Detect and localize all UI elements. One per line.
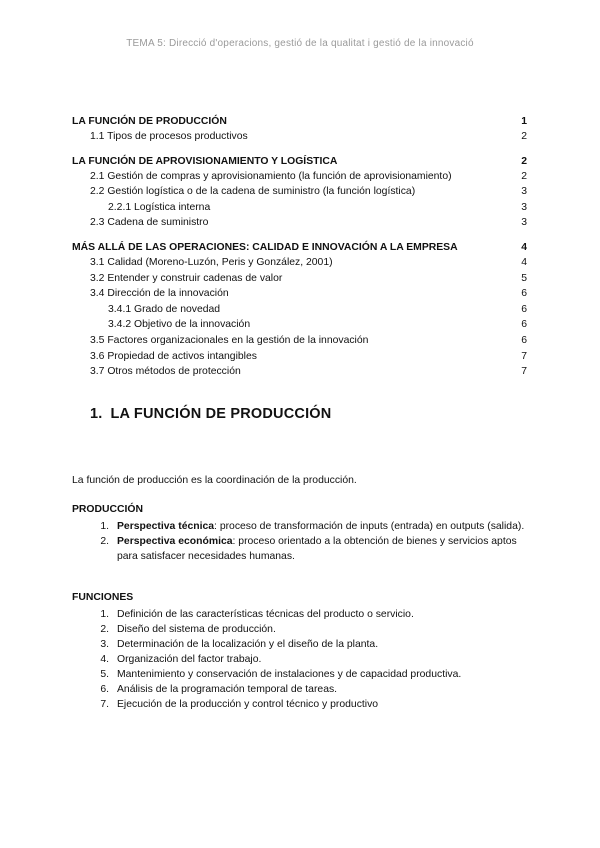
list-item-text: Mantenimiento y conservación de instalaciones y de capacidad productiva. bbox=[117, 669, 462, 680]
list-item bbox=[72, 622, 532, 637]
toc-entry[interactable] bbox=[72, 217, 527, 233]
toc-entry-page: 3 bbox=[521, 217, 527, 229]
toc-entry[interactable] bbox=[72, 319, 527, 335]
list-item-text: Diseño del sistema de producción. bbox=[117, 624, 276, 635]
toc-entry-page: 4 bbox=[521, 241, 527, 253]
toc-entry-page: 6 bbox=[521, 334, 527, 346]
toc-entry-label: 2.1 Gestión de compras y aprovisionamiento (la función de aprovisionamiento) bbox=[90, 170, 452, 182]
list-number: 6. bbox=[100, 684, 109, 695]
toc-entry-label: LA FUNCIÓN DE APROVISIONAMIENTO Y LOGÍSTICA bbox=[72, 155, 338, 167]
list-item bbox=[72, 667, 532, 682]
list-item-text: Determinación de la localización y el diseño de la planta. bbox=[117, 639, 379, 650]
section-heading bbox=[90, 406, 331, 422]
section-title: LA FUNCIÓN DE PRODUCCIÓN bbox=[110, 406, 332, 422]
list-item-text: Definición de las características técnicas del producto o servicio. bbox=[117, 609, 414, 620]
list-item-text: Ejecución de la producción y control técnico y productivo bbox=[117, 699, 379, 710]
toc-entry-page: 7 bbox=[521, 366, 527, 378]
toc-entry-page: 6 bbox=[521, 303, 527, 315]
toc-entry-page: 7 bbox=[521, 350, 527, 362]
toc-entry-page: 1 bbox=[521, 116, 527, 127]
toc-entry[interactable] bbox=[72, 131, 527, 147]
table-of-contents bbox=[72, 116, 527, 382]
toc-entry-label: 2.2.1 Logística interna bbox=[108, 201, 211, 213]
toc-entry-page: 2 bbox=[521, 170, 527, 182]
toc-entry-page: 5 bbox=[521, 272, 527, 284]
toc-entry-label: 3.2 Entender y construir cadenas de valor bbox=[90, 272, 283, 284]
list-item-term: Perspectiva económica bbox=[117, 536, 233, 547]
list-item bbox=[72, 637, 532, 652]
list-item bbox=[72, 697, 532, 712]
list-number: 1. bbox=[100, 609, 109, 620]
list-number: 1. bbox=[100, 521, 109, 532]
toc-entry-label: 3.4 Dirección de la innovación bbox=[90, 288, 229, 300]
toc-entry[interactable] bbox=[72, 366, 527, 382]
list-item bbox=[72, 519, 532, 534]
produccion-title: PRODUCCIÓN bbox=[72, 504, 144, 515]
list-item-text: : proceso orientado a la obtención de bienes y servicios aptos para satisfacer necesidades humanas. bbox=[117, 536, 517, 562]
toc-entry-page: 2 bbox=[521, 155, 527, 167]
toc-entry[interactable] bbox=[72, 257, 527, 273]
toc-entry-label: 2.2 Gestión logística o de la cadena de suministro (la función logística) bbox=[90, 186, 416, 198]
toc-entry[interactable] bbox=[72, 242, 527, 257]
toc-entry[interactable] bbox=[72, 273, 527, 289]
funciones-block bbox=[72, 592, 532, 712]
toc-entry[interactable] bbox=[72, 335, 527, 351]
toc-entry-label: LA FUNCIÓN DE PRODUCCIÓN bbox=[72, 116, 227, 127]
toc-entry-page: 4 bbox=[521, 256, 527, 268]
funciones-list bbox=[72, 607, 532, 712]
section-intro: La función de producción es la coordinación de la producción. bbox=[72, 475, 357, 486]
toc-entry[interactable] bbox=[72, 116, 527, 131]
toc-entry-page: 3 bbox=[521, 186, 527, 198]
section-number: 1. bbox=[90, 406, 103, 422]
list-item-text: Análisis de la programación temporal de tareas. bbox=[117, 684, 338, 695]
list-item-text: Organización del factor trabajo. bbox=[117, 654, 262, 665]
toc-entry[interactable] bbox=[72, 171, 527, 187]
list-item bbox=[72, 652, 532, 667]
toc-entry[interactable] bbox=[72, 186, 527, 202]
list-number: 5. bbox=[100, 669, 109, 680]
toc-entry-label: 2.3 Cadena de suministro bbox=[90, 217, 209, 229]
list-item bbox=[72, 607, 532, 622]
toc-entry[interactable] bbox=[72, 202, 527, 218]
toc-entry-page: 6 bbox=[521, 288, 527, 300]
list-item-term: Perspectiva técnica bbox=[117, 521, 215, 532]
list-number: 4. bbox=[100, 654, 109, 665]
list-number: 3. bbox=[100, 639, 109, 650]
list-item bbox=[72, 682, 532, 697]
toc-entry-page: 3 bbox=[521, 201, 527, 213]
funciones-title: FUNCIONES bbox=[72, 592, 134, 603]
toc-entry-label: MÁS ALLÁ DE LAS OPERACIONES: CALIDAD E INNOVACIÓN A LA EMPRESA bbox=[72, 241, 458, 253]
toc-entry-page: 2 bbox=[521, 131, 527, 142]
produccion-list bbox=[72, 519, 532, 564]
list-number: 7. bbox=[100, 699, 109, 710]
list-item-text: : proceso de transformación de inputs (entrada) en outputs (salida). bbox=[214, 521, 525, 532]
toc-entry-label: 3.4.1 Grado de novedad bbox=[108, 303, 221, 315]
toc-entry-label: 3.7 Otros métodos de protección bbox=[90, 366, 241, 378]
toc-entry[interactable] bbox=[72, 156, 527, 171]
list-number: 2. bbox=[100, 536, 109, 547]
toc-entry[interactable] bbox=[72, 288, 527, 304]
page-header: TEMA 5: Direcció d'operacions, gestió de la qualitat i gestió de la innovació bbox=[126, 38, 474, 49]
list-item bbox=[72, 534, 532, 564]
toc-entry-page: 6 bbox=[521, 319, 527, 331]
toc-entry-label: 3.6 Propiedad de activos intangibles bbox=[90, 350, 257, 362]
toc-entry-label: 3.4.2 Objetivo de la innovación bbox=[108, 319, 251, 331]
toc-entry[interactable] bbox=[72, 351, 527, 367]
toc-entry-label: 3.5 Factores organizacionales en la gestión de la innovación bbox=[90, 334, 369, 346]
toc-entry[interactable] bbox=[72, 304, 527, 320]
produccion-block bbox=[72, 504, 532, 564]
toc-entry-label: 1.1 Tipos de procesos productivos bbox=[90, 131, 248, 142]
toc-entry-label: 3.1 Calidad (Moreno-Luzón, Peris y González, 2001) bbox=[90, 256, 333, 268]
list-number: 2. bbox=[100, 624, 109, 635]
